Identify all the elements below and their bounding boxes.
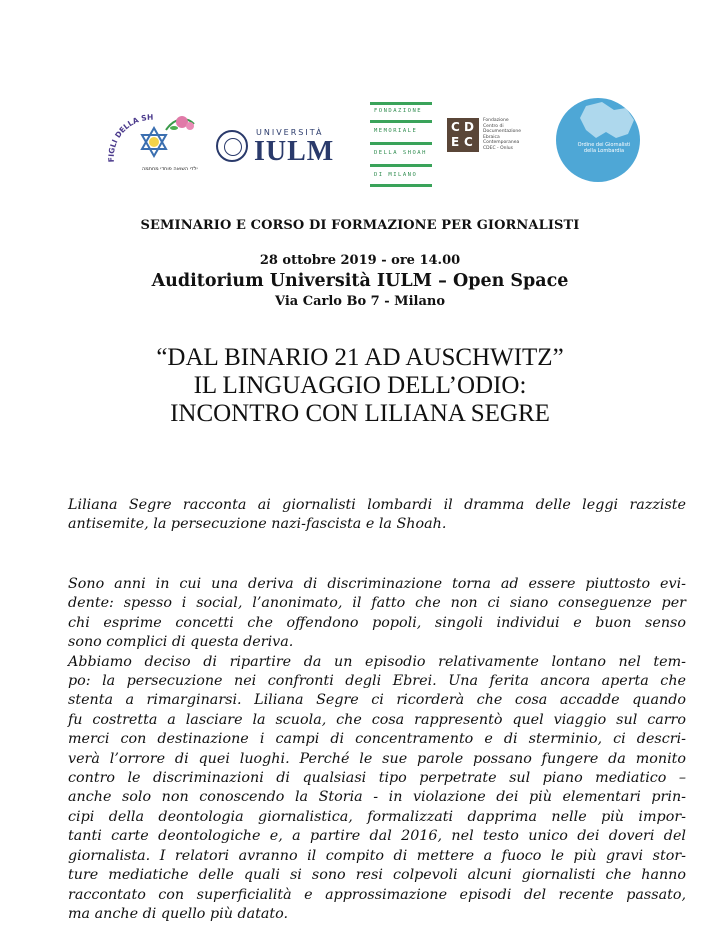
memoriale-bar [370, 102, 432, 105]
main-title-line: IL LINGUAGGIO DELL’ODIO: [193, 372, 527, 399]
memoriale-bar [370, 184, 432, 187]
body-line: stenta a rimarginarsi. Liliana Segre ci ricorderà che cosa accadde quando [68, 692, 686, 709]
ordine-text [574, 142, 634, 154]
event-address: Via Carlo Bo 7 - Milano [275, 294, 445, 309]
ordine-giornalisti-logo [556, 92, 648, 184]
main-title-line: INCONTRO CON LILIANA SEGRE [170, 400, 550, 427]
iulm-logo-big-text: IULM [254, 136, 335, 167]
cdec-letter: C [451, 120, 460, 134]
figli-logo-text: FIGLI DELLA SH [106, 112, 154, 163]
intro-line: Liliana Segre racconta ai giornalisti lombardi il dramma delle leggi razziste [68, 497, 686, 513]
cdec-letter: C [464, 135, 473, 149]
body-line: Abbiamo deciso di ripartire da un episodio relativamente lontano nel tem- [68, 653, 686, 670]
body-line: ture mediatiche delle quali si sono resi colpevoli alcuni giornalisti che hanno [68, 867, 686, 884]
memoriale-bar [370, 120, 432, 123]
body-line: sono complici di questa deriva. [68, 634, 294, 651]
svg-text:FIGLI DELLA SHOAH [104, 110, 153, 162]
intro-paragraph [68, 496, 686, 535]
body-line: merci con destinazione i campi di concentramento e di sterminio, ci descri- [68, 731, 686, 748]
body-line: dente: spesso i social, l’anonimato, il fatto che non ci siano conseguenze per [68, 595, 686, 612]
body-line: tanti carte deontologiche e, a partire dal 2016, nel testo unico dei doveri del [68, 828, 686, 845]
cdec-text-line: Centro di [483, 123, 504, 129]
body-line: contro le discriminazioni di qualsiasi tipo perpetrate sul piano mediatico – [68, 770, 686, 787]
main-title [0, 344, 720, 428]
cdec-text-line: Documentazione [483, 129, 522, 134]
cdec-text-line: Contemporanea [483, 140, 520, 145]
cdec-description [483, 118, 539, 151]
cdec-text-line: Fondazione [483, 118, 509, 123]
body-line: ma anche di quello più datato. [68, 905, 289, 922]
lombardia-map-icon [556, 98, 640, 182]
ordine-text-line: Ordine dei Giornalisti [577, 142, 631, 148]
cdec-letter: E [451, 135, 460, 149]
memoriale-shoah-logo [370, 102, 432, 190]
memoriale-bar [370, 142, 432, 145]
star-of-david-icon [104, 110, 202, 176]
memoriale-line-4: DI MILANO [374, 172, 418, 178]
cdec-text-line: Ebraica [483, 134, 500, 140]
figli-logo-subtext: ילדי השואה פוחדי מחתמה [142, 166, 198, 172]
memoriale-line-2: MEMORIALE [374, 128, 418, 134]
event-venue: Auditorium Università IULM – Open Space [151, 271, 569, 291]
iulm-logo [216, 128, 335, 168]
body-line: fu costretta a lasciare la scuola, che cosa rappresentò quel viaggio sul carro [68, 711, 686, 728]
body-line: chi esprime concetti che offendono popoli, singoli individui e buon senso [68, 614, 686, 631]
memoriale-line-3: DELLA SHOAH [374, 150, 427, 156]
body-line: po: la persecuzione nei confronti degli Ebrei. Una ferita ancora aperta che [68, 673, 686, 690]
body-line: Sono anni in cui una deriva di discriminazione torna ad essere piuttosto evi- [68, 576, 686, 592]
cdec-text-line: CDEC - Onlus [483, 145, 513, 151]
iulm-seal-icon [216, 130, 248, 162]
body-line: cipi della deontologia giornalistica, formalizzati dapprima nelle più impor- [68, 808, 686, 825]
seminar-title: SEMINARIO E CORSO DI FORMAZIONE PER GIORNALISTI [140, 218, 580, 233]
memoriale-bar [370, 164, 432, 167]
event-date: 28 ottobre 2019 - ore 14.00 [259, 253, 461, 268]
memoriale-line-1: FONDAZIONE [374, 108, 423, 114]
figli-della-shoah-logo [104, 110, 202, 176]
cdec-box-icon [447, 118, 479, 152]
body-line: giornalista. I relatori avranno il compito di mettere a fuoco le più gravi stor- [68, 847, 686, 864]
intro-line: antisemite, la persecuzione nazi-fascista e la Shoah. [68, 516, 447, 533]
body-line: verà l’orrore di quei luoghi. Perché le sue parole possano fungere da monito [68, 750, 686, 767]
body-paragraph [68, 575, 686, 924]
ordine-text-line: della Lombardia [583, 148, 625, 154]
logos-row [0, 92, 720, 192]
body-line: raccontato con superficialità e approssimazione episodi del recente passato, [68, 886, 686, 903]
iulm-logo-small-text: UNIVERSITÀ [256, 128, 324, 137]
cdec-logo [447, 118, 537, 162]
cdec-letter: D [464, 120, 474, 134]
body-line: anche solo non conoscendo la Storia - in violazione dei più elementari prin- [68, 789, 686, 806]
main-title-line: “DAL BINARIO 21 AD AUSCHWITZ” [156, 344, 564, 371]
